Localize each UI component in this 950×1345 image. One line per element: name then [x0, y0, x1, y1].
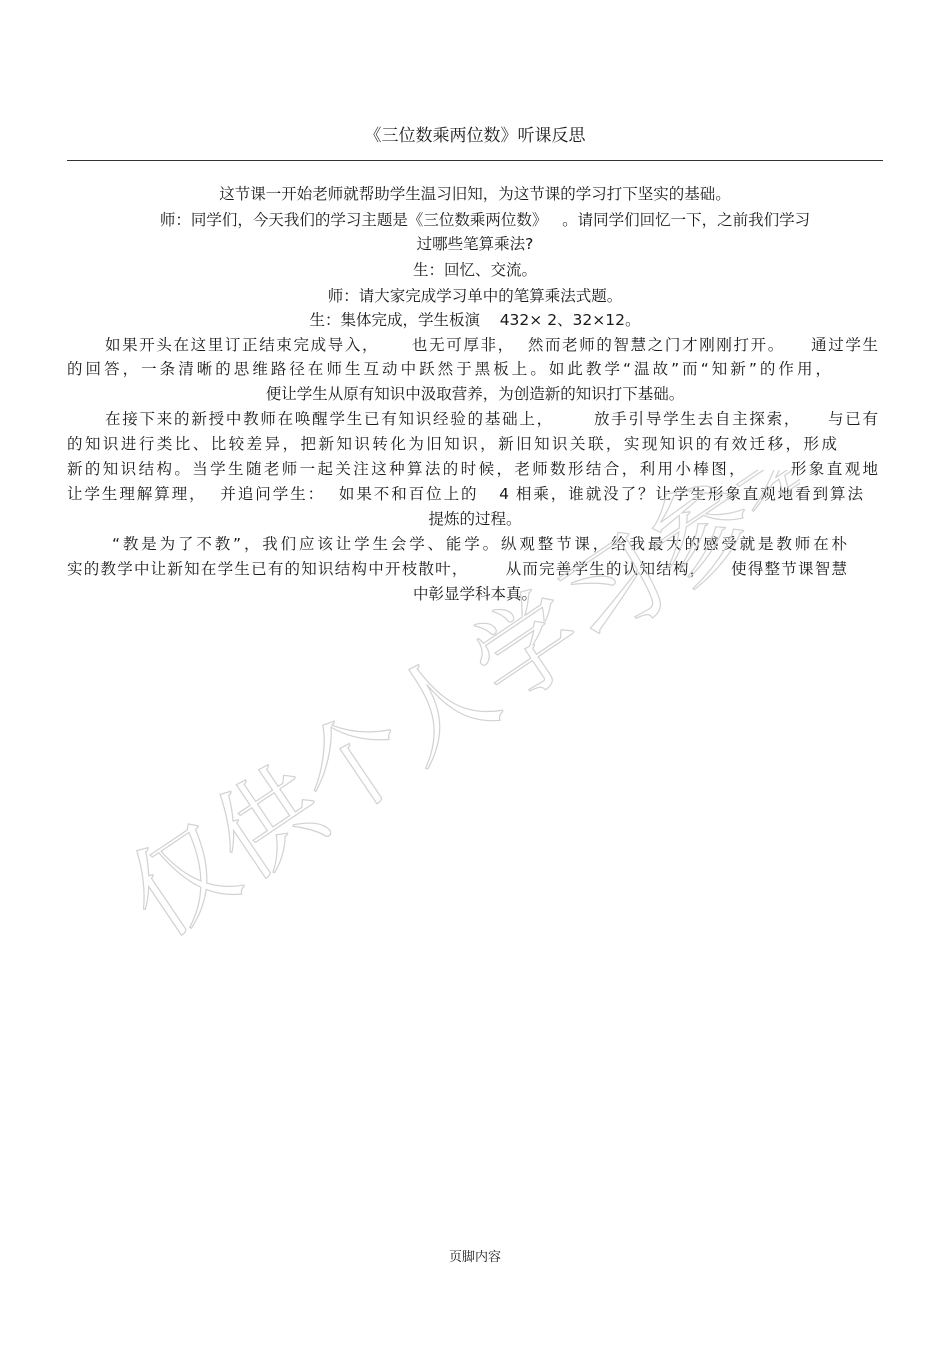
body-line-1: 这节课一开始老师就帮助学生温习旧知，为这节课的学习打下坚实的基础。	[219, 185, 731, 203]
body-line-9: 便让学生从原有知识中汲取营养，为创造新的知识打下基础。	[265, 385, 685, 403]
body-line-12: 新的知识结构。当学生随老师一起关注这种算法的时候，老师数形结合，利用小棒图， 形象直观地	[67, 460, 878, 478]
body-line-14: 提炼的过程。	[428, 510, 522, 528]
watermark-text: 仅供个人学习参考	[120, 470, 800, 961]
body-line-2: 师：同学们，今天我们的学习主题是《三位数乘两位数》 。请同学们回忆一下，之前我们学习	[159, 211, 811, 229]
body-line-15: “教是为了不教”，我们应该让学生会学、能学。纵观整节课，给我最大的感受就是教师在朴	[112, 535, 847, 553]
body-line-11: 的知识进行类比、比较差异，把新知识转化为旧知识，新旧知识关联，实现知识的有效迁移，形成	[67, 435, 837, 453]
title-divider	[67, 160, 883, 161]
body-line-16: 实的教学中让新知在学生已有的知识结构中开枝散叶， 从而完善学生的认知结构， 使得整节课智慧	[67, 560, 847, 578]
body-line-8: 的回答，一条清晰的思维路径在师生互动中跃然于黑板上。如此教学“温故”而“知新”的作用，	[67, 360, 831, 378]
body-line-13: 让学生理解算理， 并追问学生： 如果不和百位上的 4 相乘，谁就没了？让学生形象直观地看到算法	[67, 485, 863, 503]
body-line-10: 在接下来的新授中教师在唤醒学生已有知识经验的基础上， 放手引导学生去自主探索， 与已有	[105, 410, 878, 428]
body-line-5: 师：请大家完成学习单中的笔算乘法式题。	[327, 287, 623, 305]
body-line-3: 过哪些笔算乘法?	[416, 235, 534, 253]
body-line-6: 生：集体完成，学生板演 432× 2、32×12。	[309, 311, 641, 329]
body-line-4: 生：回忆、交流。	[412, 261, 537, 279]
document-title: 《三位数乘两位数》听课反思	[364, 126, 586, 146]
body-line-17: 中彰显学科本真。	[412, 585, 537, 603]
body-line-7: 如果开头在这里订正结束完成导入， 也无可厚非， 然而老师的智慧之门才刚刚打开。 通过学生	[105, 336, 878, 354]
page-footer: 页脚内容	[448, 1250, 501, 1265]
